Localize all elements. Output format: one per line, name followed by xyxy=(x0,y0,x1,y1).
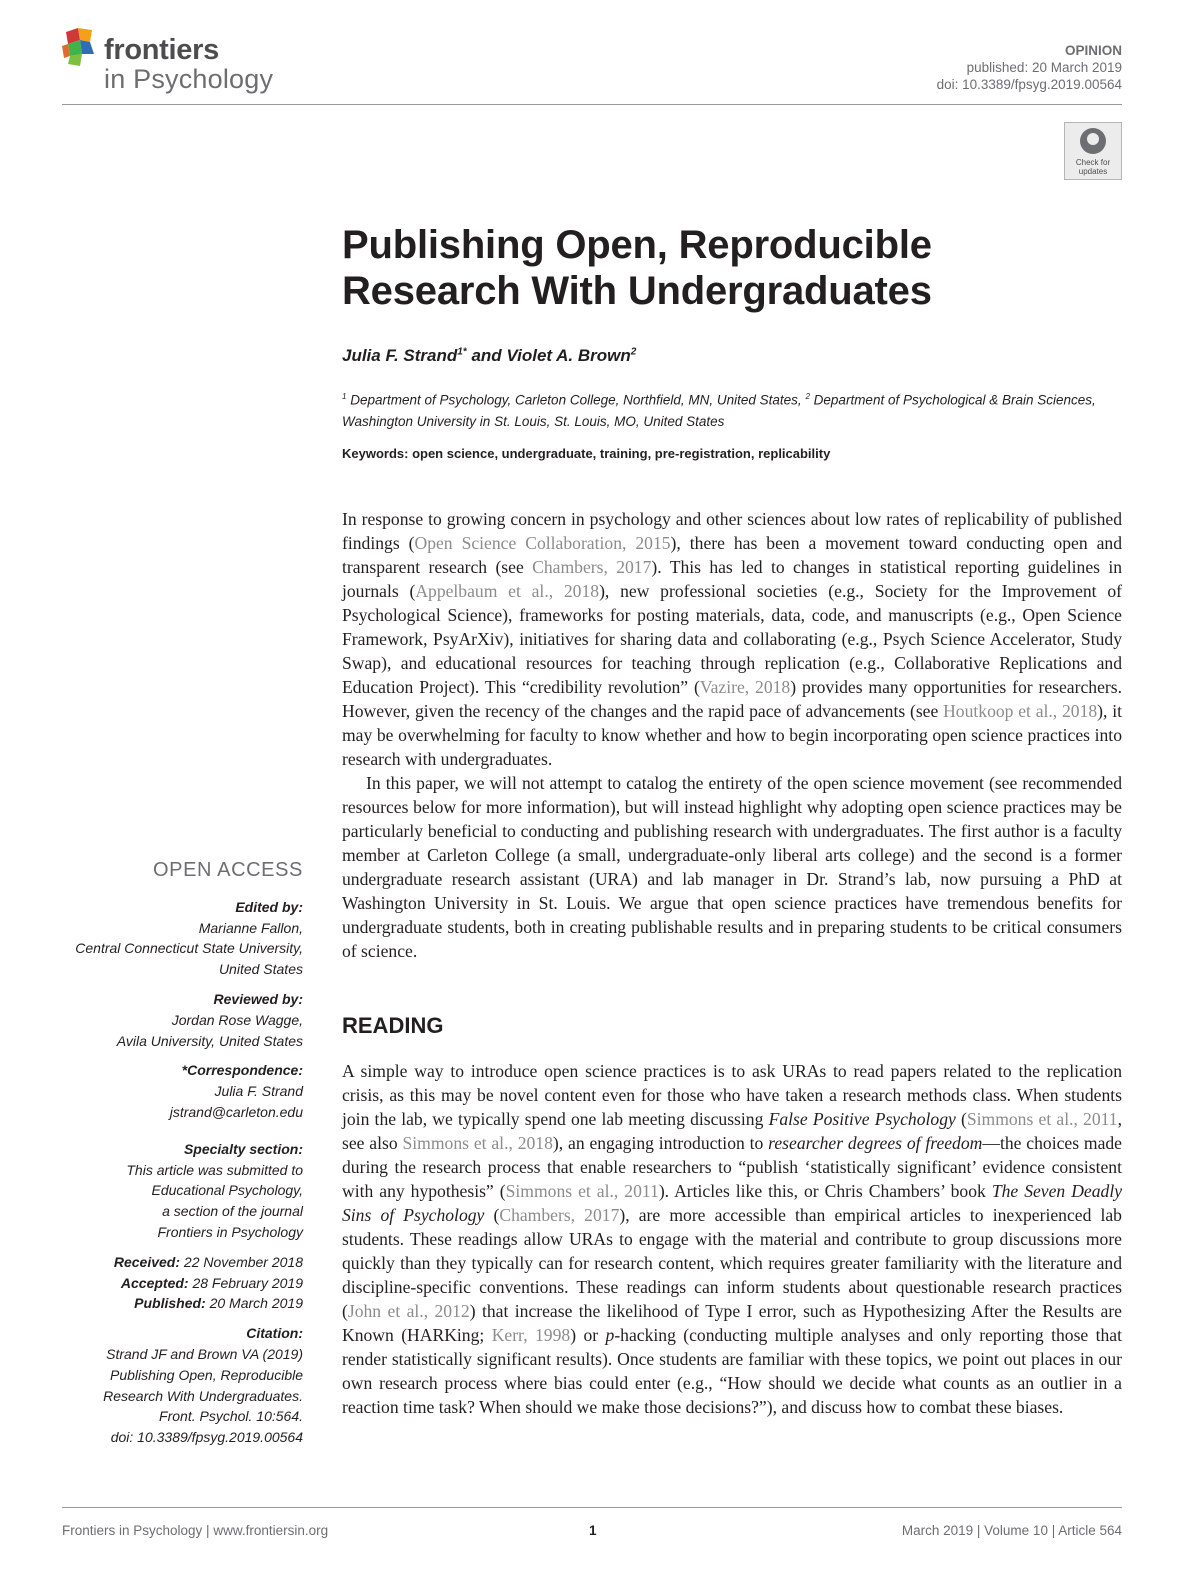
italic-term: researcher degrees of freedom xyxy=(768,1133,983,1153)
text-run: ), are more accessible than empirical articles to inexperienced lab students. These readings allow URAs to engage with the material and contribute to group discussions more quickly than they typically can for research content, which requires greater familiarity with the literature and discipline-specific conventions. These readings can inform students about questionable research practices ( xyxy=(342,1205,1122,1321)
check-updates-label: Check for updates xyxy=(1075,158,1111,176)
citation-line: Front. Psychol. 10:564. xyxy=(159,1408,303,1425)
author-join: and xyxy=(471,346,502,365)
reviewed-by-label: Reviewed by: xyxy=(213,990,303,1007)
italic-title: False Positive Psychology xyxy=(768,1109,956,1129)
citation-link[interactable]: Appelbaum et al., 2018 xyxy=(415,581,600,601)
reading-section-body xyxy=(342,1059,1122,1419)
citation-label: Citation: xyxy=(246,1325,303,1342)
footer-divider xyxy=(62,1507,1122,1508)
frontiers-logo-icon xyxy=(62,26,102,70)
text-run: -hacking (conducting multiple analyses and only reporting those that render statistically significant results). Once students are familiar with these topics, we point out places in our own research process where bias could enter (e.g., “How should we decide what counts as an outlier in a reaction time task? When should we make those decisions?”), and discuss how to combat these biases. xyxy=(342,1325,1123,1417)
footer-issue-info: March 2019 | Volume 10 | Article 564 xyxy=(901,1523,1122,1538)
text-run: A simple way to introduce open science practices is to ask URAs to read papers related to the replication crisis, as this may be novel content even for those who have taken a research methods class. When students join the lab, we typically spend one lab meeting discussing xyxy=(342,1061,1122,1129)
text-run: , see also xyxy=(342,1109,1123,1153)
specialty-line: Frontiers in Psychology xyxy=(157,1223,303,1240)
citation-line: Research With Undergraduates. xyxy=(103,1387,303,1404)
citation-link[interactable]: Vazire, 2018 xyxy=(699,677,791,697)
footer-journal-link[interactable]: Frontiers in Psychology | www.frontiersin.org xyxy=(62,1523,329,1538)
correspondence-email[interactable]: jstrand@carleton.edu xyxy=(169,1103,303,1120)
text-run: ( xyxy=(955,1109,967,1129)
received-date: 22 November 2018 xyxy=(183,1253,303,1270)
author-name[interactable]: Violet A. Brown xyxy=(506,346,631,365)
paragraph: In this paper, we will not attempt to catalog the entirety of the open science movement (see recommended resources below for more information), but will instead highlight why adopting open science practices may be particularly beneficial to conducting and publishing research with undergraduates. The first author is a faculty member at Carleton College (a small, undergraduate-only liberal arts college) and the second is a former undergraduate research assistant (URA) and lab manager in Dr. Strand’s lab, now pursuing a PhD at Washington University in St. Louis. We argue that open science practices have tremendous benefits for undergraduate students, both in creating publishable results and in preparing students to be critical consumers of science. xyxy=(342,773,1122,961)
correspondence-block xyxy=(62,1060,303,1122)
citation-link[interactable]: Simmons et al., 2011 xyxy=(966,1109,1118,1129)
editor-line: Marianne Fallon, xyxy=(198,919,303,936)
text-run: ) provides many opportunities for researchers. However, given the recency of the changes and the rapid pace of advancements (see xyxy=(342,677,1122,721)
affil-mark: 1 xyxy=(342,392,347,401)
text-run: ). This has led to changes in statistical reporting guidelines in journals ( xyxy=(342,557,1123,601)
keywords: Keywords: open science, undergraduate, training, pre-registration, replicability xyxy=(342,446,831,461)
text-run: —the choices made during the research process that enable researchers to “publish ‘statistically significant’ evidence consistent with any hypothesis” ( xyxy=(342,1133,1122,1201)
citation-link[interactable]: Open Science Collaboration, 2015 xyxy=(414,533,671,553)
published-label: Published: xyxy=(134,1295,206,1312)
text-run: ), there has been a movement toward conducting open and transparent research (see xyxy=(342,533,1122,577)
section-heading: READING xyxy=(342,1013,444,1038)
text-run: ), an engaging introduction to xyxy=(552,1133,769,1153)
citation-link[interactable]: John et al., 2012 xyxy=(347,1301,470,1321)
editor-line: United States xyxy=(218,961,303,978)
text-run: In response to growing concern in psychology and other sciences about low rates of replicability of published findings ( xyxy=(342,509,1122,553)
correspondence-name: Julia F. Strand xyxy=(214,1083,303,1100)
editor-line: Central Connecticut State University, xyxy=(75,940,303,957)
affiliation: Department of Psychological & Brain Sciences, Washington University in St. Louis, St. Louis, MO, United States xyxy=(342,392,1096,429)
article-body xyxy=(342,507,1122,963)
published-date-sidebar: 20 March 2019 xyxy=(209,1295,303,1312)
italic-letter: p xyxy=(605,1325,615,1345)
check-updates-icon xyxy=(1080,128,1106,154)
citation-link[interactable]: Simmons et al., 2011 xyxy=(505,1181,659,1201)
italic-title: The Seven Deadly Sins of Psychology xyxy=(342,1181,1123,1225)
edited-by-label: Edited by: xyxy=(235,898,303,915)
author-name[interactable]: Julia F. Strand xyxy=(342,346,458,365)
open-access-label: OPEN ACCESS xyxy=(153,859,303,881)
specialty-label: Specialty section: xyxy=(183,1140,303,1157)
author-list xyxy=(342,346,636,366)
citation-line: Strand JF and Brown VA (2019) xyxy=(106,1345,303,1362)
citation-line: Publishing Open, Reproducible xyxy=(109,1366,303,1383)
citation-doi[interactable]: doi: 10.3389/fpsyg.2019.00564 xyxy=(110,1429,303,1446)
paragraph xyxy=(342,1059,1122,1419)
citation-link[interactable]: Kerr, 1998 xyxy=(491,1325,571,1345)
reviewer-line: Jordan Rose Wagge, xyxy=(171,1011,303,1028)
text-run: ), new professional societies (e.g., Society for the Improvement of Psychological Science), frameworks for posting materials, data, code, and manuscripts (e.g., Open Science Framework, PsyArXiv), initiatives for sharing data and collaborating (e.g., Psych Science Accelerator, Study Swap), and educational resources for teaching through replication (e.g., Collaborative Replications and Education Project). This “credibility revolution” ( xyxy=(342,581,1122,697)
reviewer-line: Avila University, United States xyxy=(116,1032,303,1049)
dates-block xyxy=(62,1252,303,1314)
article-title: Publishing Open, Reproducible Research With Undergraduates xyxy=(342,223,932,313)
accepted-label: Accepted: xyxy=(120,1274,189,1291)
paragraph xyxy=(342,507,1122,771)
specialty-line: This article was submitted to xyxy=(126,1161,303,1178)
citation-block xyxy=(62,1323,303,1448)
journal-subtitle: in Psychology xyxy=(104,64,274,94)
text-run: ), it may be overwhelming for faculty to know whether and how to begin incorporating open science practices into research with undergraduates. xyxy=(342,701,1122,769)
affiliations xyxy=(342,386,1122,432)
article-type: OPINION xyxy=(1064,43,1122,58)
header-divider xyxy=(62,104,1122,105)
published-date: published: 20 March 2019 xyxy=(966,60,1122,75)
author-affil-mark: 1* xyxy=(457,346,467,358)
journal-name: frontiers xyxy=(104,34,219,66)
journal-logo xyxy=(62,24,302,96)
specialty-line: a section of the journal xyxy=(162,1203,303,1220)
text-run: ) or xyxy=(570,1325,606,1345)
accepted-date: 28 February 2019 xyxy=(192,1274,303,1291)
correspondence-label: *Correspondence: xyxy=(181,1062,303,1079)
text-run: ( xyxy=(484,1205,500,1225)
received-label: Received: xyxy=(113,1253,181,1270)
edited-by-block xyxy=(62,897,303,980)
specialty-line: Educational Psychology, xyxy=(151,1182,303,1199)
text-run: ) that increase the likelihood of Type I error, such as Hypothesizing After the Results are Known (HARKing; xyxy=(342,1301,1122,1345)
page-number: 1 xyxy=(589,1523,597,1538)
citation-link[interactable]: Simmons et al., 2018 xyxy=(402,1133,553,1153)
affiliation: Department of Psychology, Carleton College, Northfield, MN, United States, xyxy=(350,392,802,408)
citation-link[interactable]: Chambers, 2017 xyxy=(499,1205,620,1225)
citation-link[interactable]: Chambers, 2017 xyxy=(532,557,652,577)
check-for-updates-badge[interactable] xyxy=(1064,122,1122,180)
author-affil-mark: 2 xyxy=(630,346,637,358)
specialty-block xyxy=(62,1139,303,1243)
article-sidebar xyxy=(62,860,303,1457)
article-doi[interactable]: doi: 10.3389/fpsyg.2019.00564 xyxy=(936,77,1122,92)
reviewed-by-block xyxy=(62,989,303,1051)
citation-link[interactable]: Houtkoop et al., 2018 xyxy=(943,701,1098,721)
article-meta xyxy=(937,42,1122,93)
affil-mark: 2 xyxy=(805,392,810,401)
text-run: ). Articles like this, or Chris Chambers’ book xyxy=(658,1181,992,1201)
